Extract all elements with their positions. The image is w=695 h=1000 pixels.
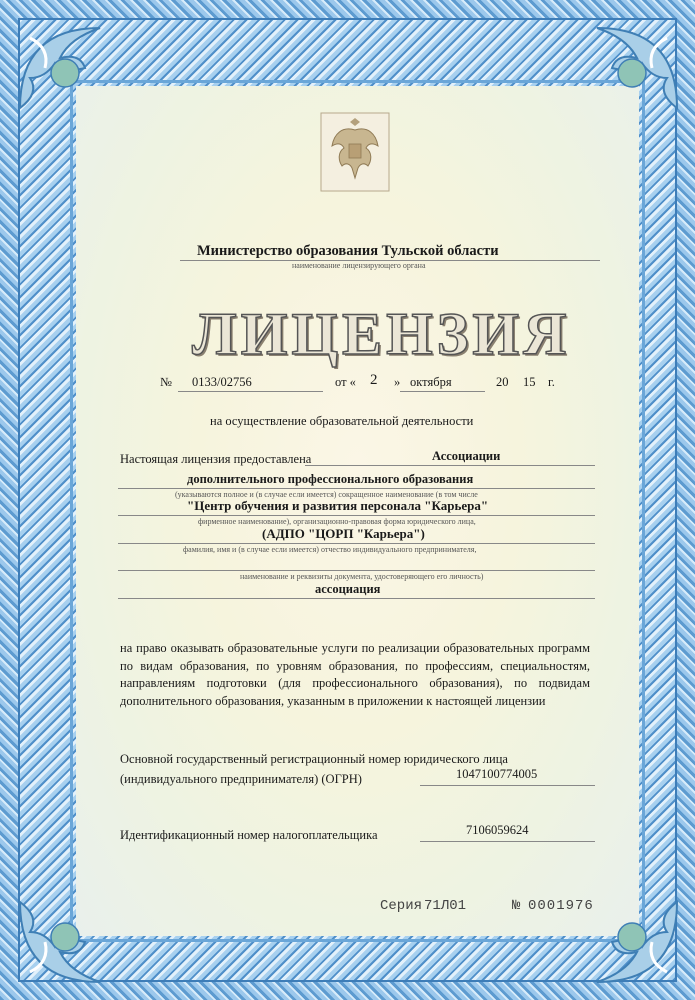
license-number-underline [178,391,323,392]
activity-text: на осуществление образовательной деятельности [210,414,474,428]
grantee-caption-1: (указываются полное и (в случае если имеется) сокращенное наименование (в том числе [175,490,478,499]
license-number-symbol: № [160,375,172,389]
license-date-year-prefix: 20 [496,375,509,389]
grantee-underline-4 [118,543,595,544]
grantee-name-line1: Ассоциации [432,449,501,463]
ogrn-value: 1047100774005 [456,767,538,781]
ogrn-underline [420,785,595,786]
grantee-intro: Настоящая лицензия предоставлена [120,452,312,466]
grantee-legal-form: ассоциация [315,582,381,596]
license-number: 0133/02756 [192,375,252,389]
inn-underline [420,841,595,842]
grantee-underline-5 [118,570,595,571]
ministry-caption: наименование лицензирующего органа [292,261,426,270]
series-value: 71Л01 [424,898,467,914]
license-date-from-label: от « [335,375,356,389]
grantee-underline-6 [118,598,595,599]
grantee-underline-2 [118,488,595,489]
form-number: 0001976 [528,898,594,914]
grantee-name-line3: "Центр обучения и развития персонала "Карьера" [187,498,489,513]
grantee-underline-1 [305,465,595,466]
license-date-month-underline [400,391,485,392]
corner-ornament-top-left [10,18,110,118]
form-number-symbol: № [512,898,521,914]
inn-value: 7106059624 [466,823,529,837]
ogrn-label-line1: Основной государственный регистрационный номер юридического лица [120,752,508,766]
license-date-day: 2 [370,372,378,388]
series-label: Серия [380,898,423,914]
corner-ornament-top-right [587,18,687,118]
ogrn-label-line2: (индивидуального предпринимателя) (ОГРН) [120,772,362,786]
license-date-day-close: » [394,375,401,389]
license-date-month: октября [410,375,452,389]
grantee-underline-3 [118,515,595,516]
grantee-caption-3: фамилия, имя и (в случае если имеется) отчество индивидуального предпринимателя, [183,545,477,554]
document-title: ЛИЦЕНЗИЯ [192,301,571,367]
license-date-year-label: г. [548,375,555,389]
grantee-short-name: (АДПО "ЦОРП "Карьера") [262,526,425,541]
rights-paragraph: на право оказывать образовательные услуги по реализации образовательных программ по видам образования, по уровням образования, по профессиям, специальностям, направлениям подготовки (для профессионального образования), по подвидам дополнительного образования, указанным в приложении к настоящей лицензии [120,641,590,708]
coat-of-arms-emblem [320,112,390,192]
license-date-year-suffix: 15 [523,375,536,389]
inn-label: Идентификационный номер налогоплательщика [120,828,378,842]
corner-ornament-bottom-right [587,892,687,992]
ministry-name: Министерство образования Тульской области [197,243,499,259]
grantee-caption-2: фирменное наименование), организационно-правовая форма юридического лица, [198,517,476,526]
corner-ornament-bottom-left [10,892,110,992]
grantee-name-line2: дополнительного профессионального образования [187,472,474,486]
grantee-caption-4: наименование и реквизиты документа, удостоверяющего его личность) [240,572,484,581]
